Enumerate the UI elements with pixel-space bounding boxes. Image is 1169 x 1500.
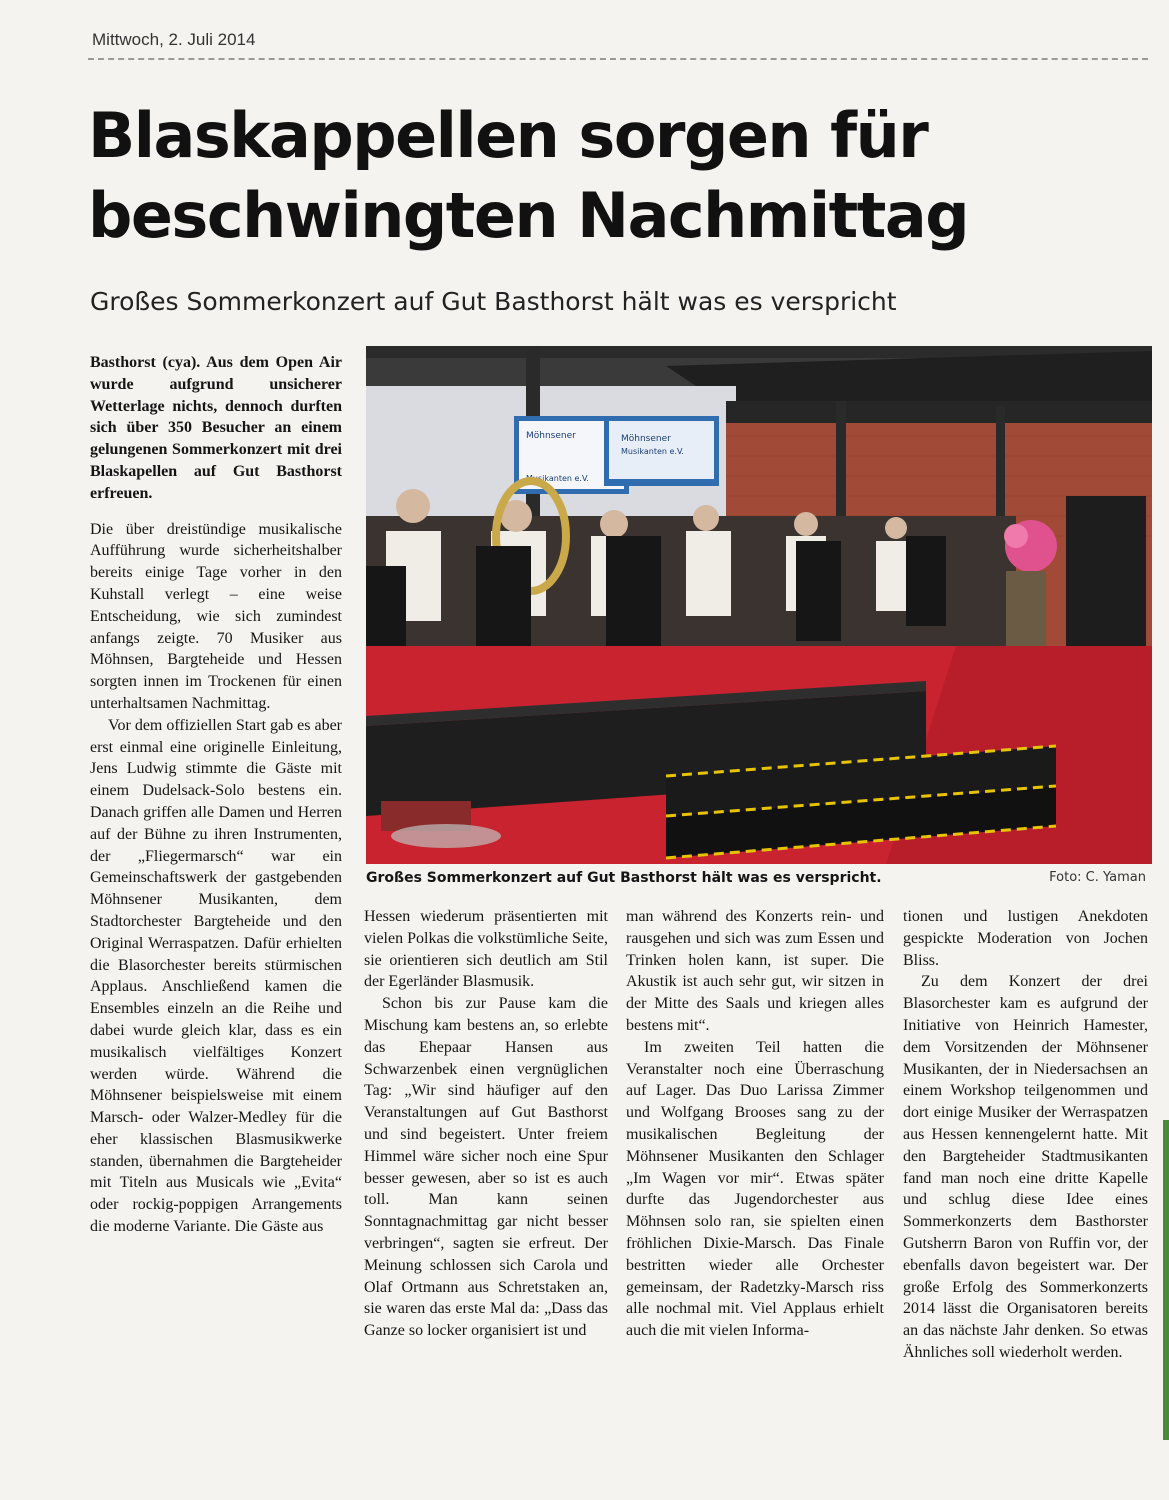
headline-line-2: beschwingten Nachmittag [88,179,969,252]
paragraph: man während des Konzerts rein- und rausgehen und sich was zum Essen und Trinken holen kann, ist super. Die Akustik ist auch sehr gut, wir sitzen in der Mitte des Saals und kriegen alles bestens mit“. [626,908,884,1034]
article-column-1 [90,352,342,1472]
paragraph: Schon bis zur Pause kam die Mischung kam bestens an, so erlebte das Ehepaar Hansen aus Schwarzenbek einen vergnüglichen Tag: „Wir sind häufiger auf den Veranstaltungen auf Gut Basthorst und sind begeistert. Unter freiem Himmel wäre sicher noch eine Spur besser gewesen, aber so ist es auch toll. Man kann seinen Sonntagnachmittag gar nicht besser verbringen“, sagten sie erfreut. Der Meinung schlossen sich Carola und Olaf Ortmann aus Schretstaken an, sie waren das erste Mal da: „Dass das Ganze so locker organisiert ist und [364,995,608,1340]
photo-credit: Foto: C. Yaman [1049,870,1146,885]
banner-left-text: Möhnsener [526,431,576,441]
header-rule [88,58,1148,60]
headline [88,96,1163,256]
article-column-2 [364,906,608,1471]
article-column-4 [903,906,1148,1471]
lead-paragraph: Basthorst (cya). Aus dem Open Air wurde aufgrund unsicherer Wetterlage nichts, dennoch durften sich über 350 Besucher an einem gelungenen Sommerkonzert mit drei Blaskapellen auf Gut Basthorst erfreuen. [90,354,342,502]
paragraph: tionen und lustigen Anekdoten gespickte Moderation von Jochen Bliss. [903,908,1148,969]
paragraph: Vor dem offiziellen Start gab es aber erst einmal eine originelle Einleitung, Jens Ludwig stimmte die Gäste mit einem Dudelsack-Solo bestens ein. Danach griffen alle Damen und Herren auf der Bühne zu ihren Instrumenten, der „Fliegermarsch“ war ein Gemeinschaftswerk der gastgebenden Möhnsener Musikanten, dem Stadtorchester Bargteheide und den Original Werraspatzen. Dafür erhielten die Blasorchester bereits stürmischen Applaus. Anschließend kamen die Ensembles einzeln an die Reihe und dabei wurde gleich klar, dass es ein musikalisch vielfältiges Konzert werden würde. Während die Möhnsener beispielsweise mit einem Marsch- oder Walzer-Medley für die eher klassischen Blasmusikwerke standen, übernahmen die Bargteheider mit Titeln aus Musicals wie „Evita“ oder rockig-poppigen Arrangements die moderne Variante. Die Gäste aus [90,716,342,1236]
paragraph: Zu dem Konzert der drei Blasorchester kam es aufgrund der Initiative von Heinrich Hamester, dem Vorsitzenden der Möhnsener Musikanten, der in Niedersachsen an einem Workshop teilgenommen und dort einige Musiker der Werraspatzen aus Hessen kennengelernt hatte. Mit den Bargteheider Stadtmusikanten fand man noch eine dritte Kapelle und schlug diese Idee eines Sommerkonzerts dem Basthorster Gutsherrn Baron von Ruffin vor, der ebenfalls davon begeistert war. Der große Erfolg des Sommerkonzerts 2014 lässt die Organisatoren bereits an das nächste Jahr denken. So etwas Ähnliches soll wiederholt werden. [903,973,1148,1361]
paragraph: Hessen wiederum präsentierten mit vielen Polkas die volkstümliche Seite, sie orientieren sich deutlich am Stil der Egerländer Blasmusik. [364,908,608,991]
caption-text: Großes Sommerkonzert auf Gut Basthorst hält was es verspricht. [366,870,882,886]
photo-caption [366,868,1152,890]
concert-photo [366,346,1152,864]
subheadline: Großes Sommerkonzert auf Gut Basthorst hält was es verspricht [90,287,897,316]
headline-line-1: Blaskappellen sorgen für [88,99,928,172]
paragraph: Die über dreistündige musikalische Aufführung wurde sicherheitshalber bereits einige Tage vorher in den Kuhstall verlegt – eine weise Entscheidung, wie sich zumindest anfangs zeigte. 70 Musiker aus Möhnsen, Bargteheide und Hessen sorgten innen im Trockenen für einen unterhaltsamen Nachmittag. [90,520,342,712]
dateline: Mittwoch, 2. Juli 2014 [92,30,256,49]
banner-right-text-2: Musikanten e.V. [621,447,684,456]
banner-right-text: Möhnsener [621,434,671,444]
paragraph: Im zweiten Teil hatten die Veranstalter noch eine Überraschung auf Lager. Das Duo Larissa Zimmer und Wolfgang Brooses sang zu der musikalischen Begleitung der Möhnsener Musikanten den Schlager „Im Wagen vor mir“. Etwas später durfte das Jugendorchester aus Möhnsen solo ran, sie spielten einen fröhlichen Dixie-Marsch. Das Finale bestritten wieder alle Orchester gemeinsam, der Radetzky-Marsch riss alle nochmal mit. Viel Applaus erhielt auch die mit vielen Informa- [626,1038,884,1340]
article-column-3 [626,906,884,1471]
page-edge-strip [1163,1120,1169,1440]
banner-left-text-2: Musikanten e.V. [526,474,589,483]
